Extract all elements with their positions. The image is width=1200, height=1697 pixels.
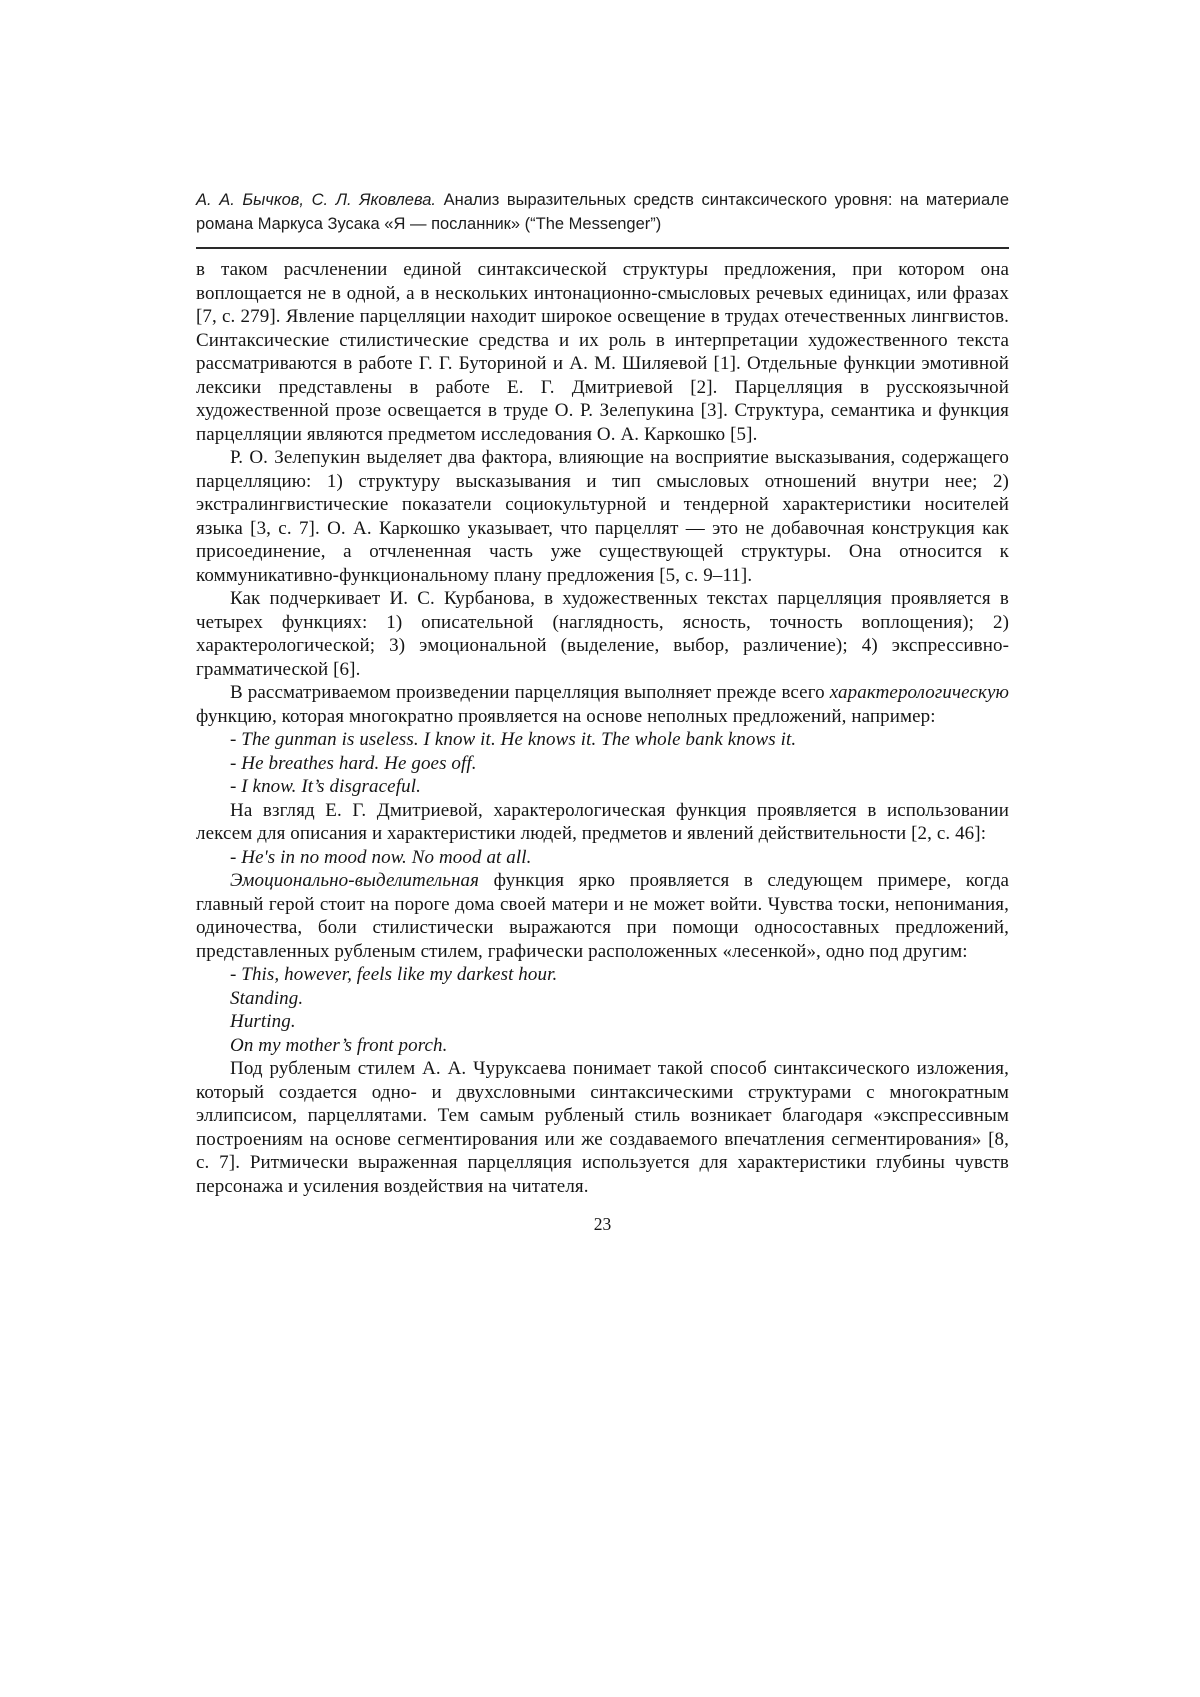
page-content [196,0,1009,1235]
paragraph [196,1034,1009,1058]
text-segment: функция ярко проявляется в следующем примере, когда главный герой стоит на пороге дома своей матери и не может войти. Чувства тоски, непонимания, одиночества, боли стилистически выражаются при помощи односоставных предложений, представленных рубленым стилем, графически расположенных «лесенкой», одно под другим: [196,870,1009,962]
paragraph [196,1057,1009,1198]
text-segment: в таком расчленении единой синтаксической структуры предложения, при котором она воплощается не в одной, а в нескольких интонационно-смысловых речевых единицах, или фразах [7, с. 279]. Явление парцелляции находит широкое освещение в трудах отечественных лингвистов. Синтаксические стилистические средства и их роль в интерпретации художественного текста рассматриваются в работе Г. Г. Буториной и А. М. Шиляевой [1]. Отдельные функции эмотивной лексики представлены в работе Е. Г. Дмитриевой [2]. Парцелляция в русскоязычной художественной прозе освещается в труде О. Р. Зелепукина [3]. Структура, семантика и функция парцелляции являются предметом исследования О. А. Каркошко [5]. [196,259,1009,445]
text-segment-italic: Standing. [230,987,304,1009]
paragraph [196,775,1009,799]
paragraph [196,846,1009,870]
paragraph [196,728,1009,752]
text-segment: Под рубленым стилем А. А. Чуруксаева понимает такой способ синтаксического изложения, который создается одно- и двухсловными синтаксическими структурами с многократным эллипсисом, парцеллятами. Тем самым рубленый стиль возникает благодаря «экспрессивным построениям на основе сегментирования или же создаваемого впечатления сегментирования» [8, с. 7]. Ритмически выраженная парцелляция используется для характеристики глубины чувств персонажа и усиления воздействия на читателя. [196,1058,1009,1197]
paragraph [196,681,1009,728]
text-segment-italic: Hurting. [230,1011,296,1032]
paragraph [196,258,1009,446]
paragraph [196,799,1009,846]
text-segment: Как подчеркивает И. С. Курбанова, в художественных текстах парцелляция проявляется в четырех функциях: 1) описательной (наглядность, ясность, точность воплощения); 2) характерологической; 3) эмоциональной (выделение, выбор, различение); 4) экспрессивно-грамматической [6]. [196,588,1009,680]
paragraph [196,869,1009,963]
text-segment-italic: - I know. It’s disgraceful. [230,776,421,797]
text-segment-italic: характерологическую [829,682,1009,703]
paragraph [196,446,1009,587]
text-segment-italic: Эмоционально-выделительная [230,870,480,891]
text-segment-italic: - The gunman is useless. I know it. He knows it. The whole bank knows it. [230,729,797,750]
header-rule [196,247,1009,249]
paragraph [196,587,1009,681]
paragraph [196,752,1009,776]
running-header-title: Анализ выразительных средств синтаксического уровня: на материале романа Маркуса Зусака «Я — посланник» (“The Messenger”) [196,191,1009,233]
text-segment: В рассматриваемом произведении парцелляция выполняет прежде всего [230,682,830,703]
paragraph [196,1010,1009,1034]
text-segment: функцию, которая многократно проявляется на основе неполных предложений, например: [196,705,936,727]
text-segment: Р. О. Зелепукин выделяет два фактора, влияющие на восприятие высказывания, содержащего парцелляцию: 1) структуру высказывания и тип смысловых отношений внутри нее; 2) экстралингвистические показатели социокультурной и тендерной характеристики носителей языка [3, с. 7]. О. А. Каркошко указывает, что парцеллят — это не добавочная конструкция как присоединение, а отчлененная часть уже существующей структуры. Она относится к коммуникативно-функциональному плану предложения [5, с. 9–11]. [196,447,1009,586]
running-header [196,188,1009,236]
page-number: 23 [593,1214,612,1234]
text-segment-italic: On my mother’s front porch. [230,1034,448,1056]
text-segment-italic: - He's in no mood now. No mood at all. [230,846,532,868]
text-segment-italic: - This, however, feels like my darkest hour. [230,964,558,985]
paragraph [196,987,1009,1011]
body-text [196,258,1009,1198]
text-segment-italic: - He breathes hard. He goes off. [230,752,477,774]
text-segment: На взгляд Е. Г. Дмитриевой, характерологическая функция проявляется в использовании лексем для описания и характеристики людей, предметов и явлений действительности [2, с. 46]: [196,799,1009,844]
paragraph [196,963,1009,987]
running-header-authors: А. А. Бычков, С. Л. Яковлева. [196,191,436,209]
